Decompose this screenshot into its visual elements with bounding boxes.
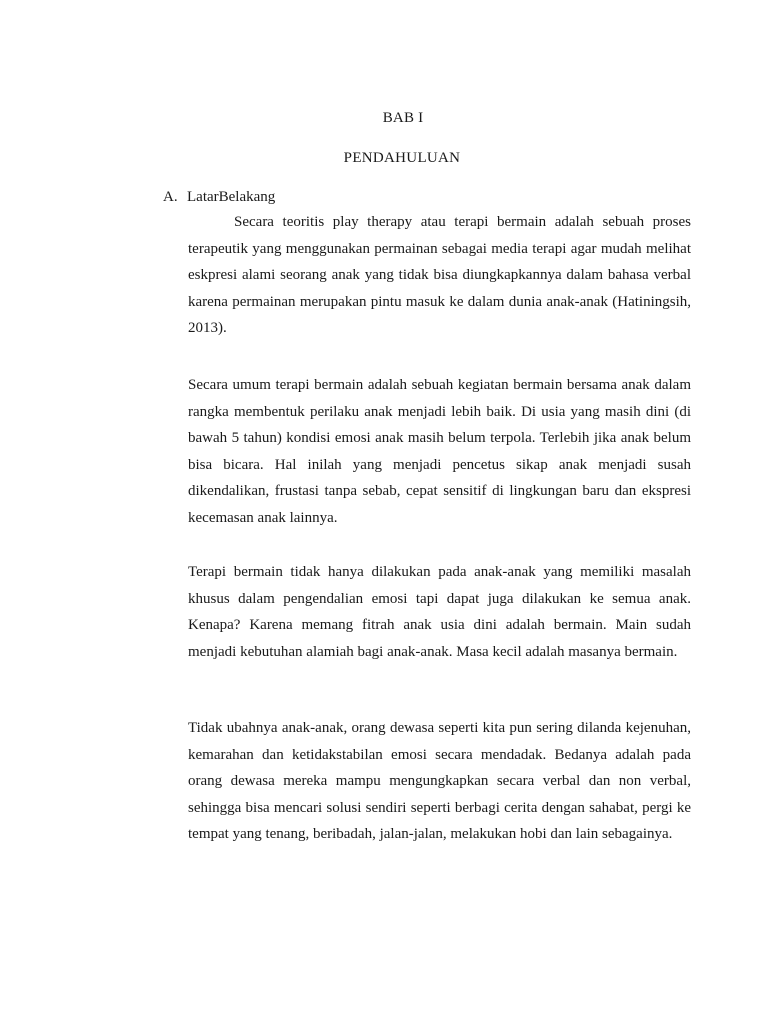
paragraph-4: Tidak ubahnya anak-anak, orang dewasa seperti kita pun sering dilanda kejenuhan, kemarahan dan ketidakstabilan emosi secara mendadak. Bedanya adalah pada orang dewasa mereka mampu mengungkapkan secara verbal dan non verbal, sehingga bisa mencari solusi sendiri seperti berbagi cerita dengan sahabat, pergi ke tempat yang tenang, beribadah, jalan-jalan, melakukan hobi dan lain sebagainya. xyxy=(188,720,691,843)
chapter-title: PENDAHULUAN xyxy=(343,150,461,166)
chapter-number: BAB I xyxy=(382,110,424,126)
paragraph-2: Secara umum terapi bermain adalah sebuah kegiatan bermain bersama anak dalam rangka membentuk perilaku anak menjadi lebih baik. Di usia yang masih dini (di bawah 5 tahun) kondisi emosi anak masih belum terpola. Terlebih jika anak belum bisa bicara. Hal inilah yang menjadi pencetus sikap anak menjadi susah dikendalikan, frustasi tanpa sebab, cepat sensitif di lingkungan baru dan ekspresi kecemasan anak lainnya. xyxy=(188,377,691,526)
paragraph-3: Terapi bermain tidak hanya dilakukan pada anak-anak yang memiliki masalah khusus dalam pengendalian emosi tapi dapat juga dilakukan ke semua anak. Kenapa? Karena memang fitrah anak usia dini adalah bermain. Main sudah menjadi kebutuhan alamiah bagi anak-anak. Masa kecil adalah masanya bermain. xyxy=(188,564,691,660)
section-title: LatarBelakang xyxy=(187,189,276,205)
section-heading xyxy=(163,189,275,206)
section-marker: A. xyxy=(163,189,178,205)
paragraph-1: Secara teoritis play therapy atau terapi bermain adalah sebuah proses terapeutik yang menggunakan permainan sebagai media terapi agar mudah melihat eskpresi alami seorang anak yang tidak bisa diungkapkannya dalam bahasa verbal karena permainan merupakan pintu masuk ke dalam dunia anak-anak (Hatiningsih, 2013). xyxy=(188,214,691,337)
